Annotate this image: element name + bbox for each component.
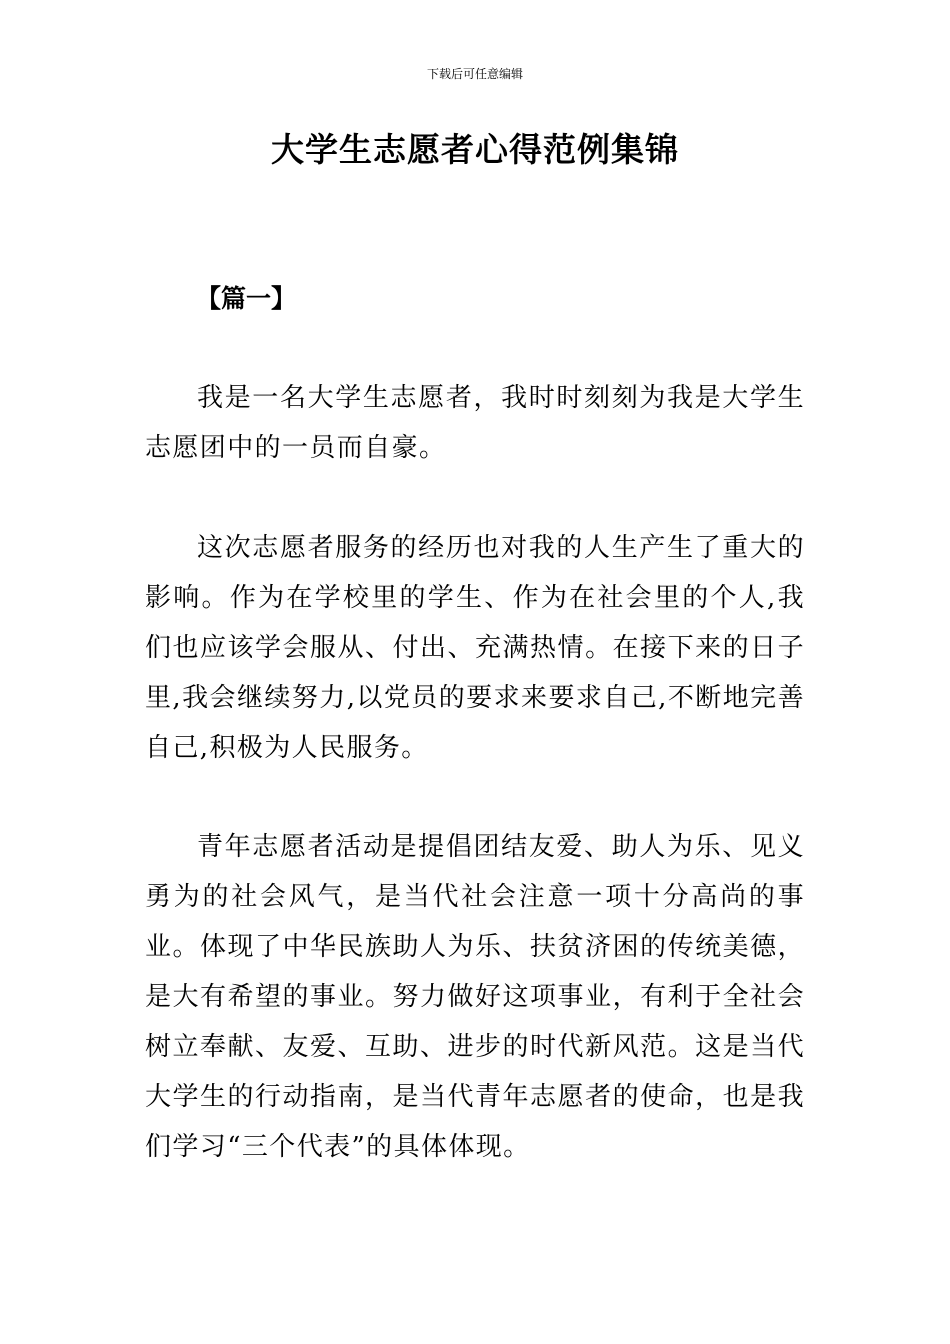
- paragraph-2: 这次志愿者服务的经历也对我的人生产生了重大的影响。作为在学校里的学生、作为在社会里的个人,我们也应该学会服从、付出、充满热情。在接下来的日子里,我会继续努力,以党员的要求来要求自己,不断地完善自己,积极为人民服务。: [145, 533, 805, 763]
- paragraph-1: 我是一名大学生志愿者，我时时刻刻为我是大学生志愿团中的一员而自豪。: [145, 383, 805, 463]
- header-note: 下载后可任意编辑: [426, 67, 523, 81]
- document-title: 大学生志愿者心得范例集锦: [271, 130, 679, 169]
- paragraph-3: 青年志愿者活动是提倡团结友爱、助人为乐、见义勇为的社会风气，是当代社会注意一项十分高尚的事业。体现了中华民族助人为乐、扶贫济困的传统美德，是大有希望的事业。努力做好这项事业，有利于全社会树立奉献、友爱、互助、进步的时代新风范。这是当代大学生的行动指南，是当代青年志愿者的使命，也是我们学习“三个代表”的具体体现。: [145, 832, 805, 1162]
- section-label: 【篇一】: [196, 284, 297, 313]
